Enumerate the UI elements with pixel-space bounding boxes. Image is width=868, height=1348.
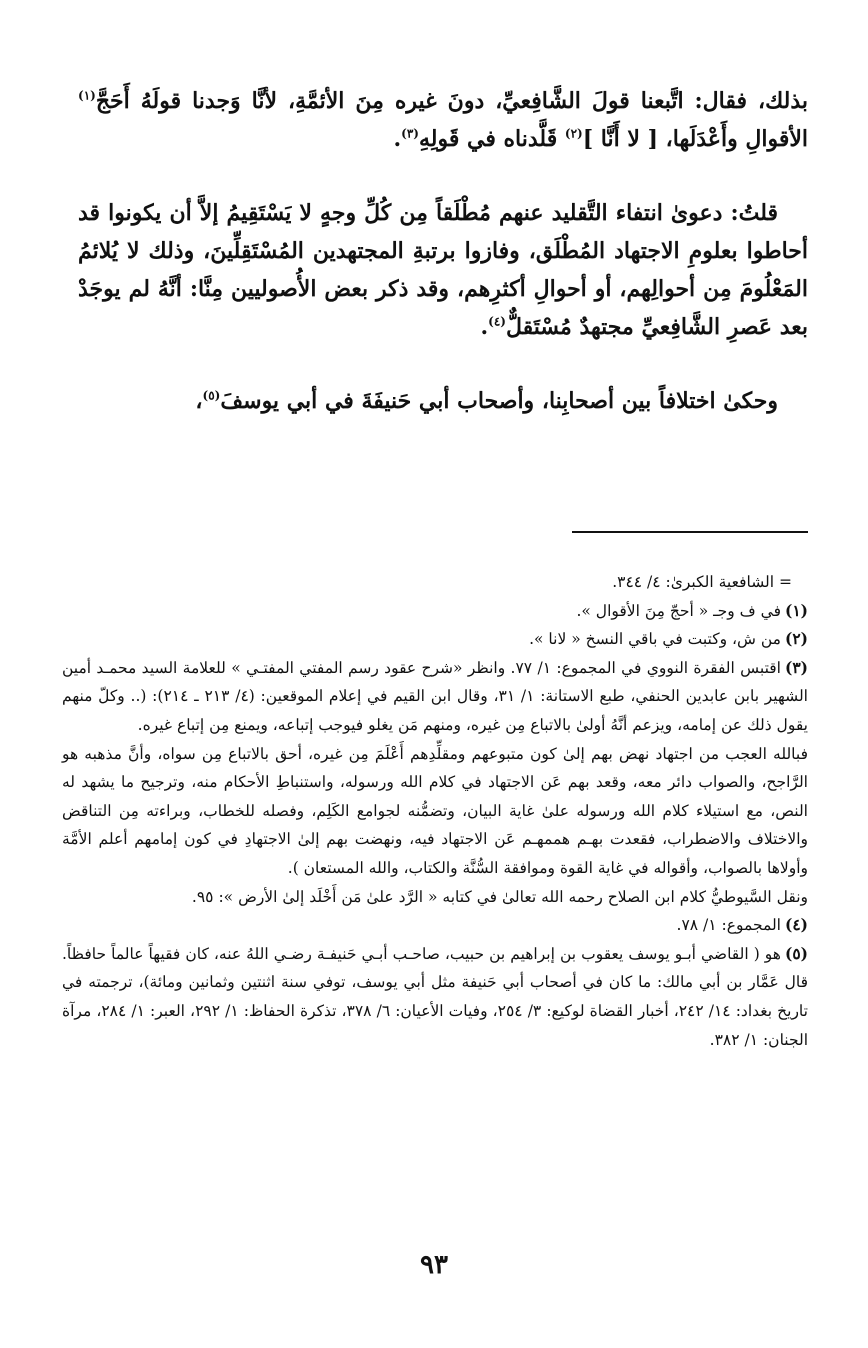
footnote-ref-4: (٤) <box>488 314 506 329</box>
footnote-3-text: اقتبس الفقرة النووي في المجموع: ١/ ٧٧. وانظر «شرح عقود رسم المفتي المفتـي » للعلامة السيد محمـد أمين الشهير بابن عابدين الحنفي، طبع الاستانة: ١/ ٣١، وقال ابن القيم في إعلام الموقعين: (٤/ ٢١٣ ـ ٢١٤): (.. وكلّ منهم يقول ذلك عن إمامه، ويزعم أنَّهُ أولىٰ بالاتباع مِن غيره، ومنهم مَن يغلو فيوجب إتباعه، ويمنع مِن إتباع غيره. <box>62 658 808 734</box>
footnote-3-number: (٣) <box>784 657 808 677</box>
footnote-4 <box>62 911 808 940</box>
footnote-5 <box>62 940 808 1054</box>
footnote-3-paragraph-3: ونقل السَّيوطيُّ كلام ابن الصلاح رحمه الله تعالىٰ في كتابه « الرَّد علىٰ مَن أَخْلَد إلىٰ الأرض »: ٩٥. <box>191 887 808 906</box>
footnote-1-text: في ف وجـ « أحجّ مِنَ الأقوال ». <box>576 601 781 620</box>
main-text <box>78 82 808 420</box>
footnote-2-number: (٢) <box>784 629 808 649</box>
footnote-5-text: هو ( القاضي أبـو يوسف يعقوب بن إبراهيم بن حبيب، صاحـب أبـي حَنيفـة رضـي اللهُ عنه، كان فقيهاً عالماً حافظاً. قال عَمَّار بن أبي مالك: ما كان في أصحاب أبي حَنيفة مثل أبي يوسف، توفي سنة اثنتين وثمانين ومائة)، ترجمته في تاريخ بغداد: ١٤/ ٢٤٢، أخبار القضاة لوكيع: ٣/ ٢٥٤، وفيات الأعيان: ٦/ ٣٧٨، تذكرة الحفاظ: ١/ ٢٩٢، العبر: ١/ ٢٨٤، مرآة الجنان: ١/ ٣٨٢. <box>62 944 808 1049</box>
paragraph-1-end: . <box>393 126 402 152</box>
paragraph-3 <box>78 382 808 420</box>
footnote-4-text: المجموع: ١/ ٧٨. <box>676 916 781 935</box>
footnote-3 <box>62 654 808 740</box>
page-number: ٩٣ <box>420 1250 448 1280</box>
paragraph-2-end: . <box>480 314 489 340</box>
footnote-5-number: (٥) <box>784 943 808 963</box>
footnote-separator <box>572 531 808 533</box>
footnote-2-text: من ش، وكتبت في باقي النسخ « لانا ». <box>529 630 781 649</box>
paragraph-2 <box>78 194 808 346</box>
footnote-1 <box>62 597 808 626</box>
paragraph-3-text: وحكىٰ اختلافاً بين أصحابِنا، وأصحاب أبي حَنيفَةَ في أبي يوسفَ <box>220 388 778 414</box>
footnote-ref-5: (٥) <box>202 388 221 403</box>
footnote-ref-3: (٣) <box>401 126 419 141</box>
footnote-4-number: (٤) <box>784 915 808 935</box>
footnote-3-paragraph-2: فبالله العجب من اجتهاد نهض بهم إلىٰ كون متبوعهم ومقلِّدِهم أَعْلَمَ مِن غيره، أحق بالاتباع مِن سواه، وأنَّ مذهبه هو الرَّاجح، والصواب دائر معه، وقعد بهم عَن الاجتهاد في كلام الله ورسوله، واستنباطِ الأحكام منه، وترجيح ما يشهد له النص، مع استيلاء كلام الله ورسوله علىٰ غاية البيان، وتضمُّنه لجوامع الكَلِم، وفصله للخطاب، وبراءته مِن التناقض والاختلاف والاضطراب، فقعدت بهـم هممهـم عَن الاجتهاد فيه، ونهضت بهم إلىٰ الاجتهادِ في كون إمامهم أعلم الأمَّة وأولاها بالصواب، وأقواله في غاية القوة وموافقة السُّنَّة والكتاب، والله المستعان ). <box>62 744 808 877</box>
footnotes <box>62 568 808 1054</box>
paragraph-1-text: بذلك، فقال: اتَّبعنا قولَ الشَّافِعيِّ، دونَ غيره مِنَ الأئمَّةِ، لأنَّا وَجدنا قولَهُ أَحَجَّ <box>95 88 808 114</box>
paragraph-1 <box>78 82 808 158</box>
paragraph-1-continued-2: قَلَّدناه في قَولِهِ <box>418 126 565 152</box>
footnote-ref-2: (٢) <box>564 126 583 141</box>
footnote-1-number: (١) <box>784 600 808 620</box>
footnote-2 <box>62 625 808 654</box>
paragraph-3-end: ، <box>195 388 203 414</box>
paragraph-2-text: قلتُ: دعوىٰ انتفاء التَّقليد عنهم مُطْلَقاً مِن كُلِّ وجهٍ لا يَسْتَقِيمُ إلاَّ أن يكونوا قد أحاطوا بعلومِ الاجتهاد المُطْلَق، وفازوا برتبةِ المجتهدين المُسْتَقِلِّينَ، وذلك لا يُلائمُ المَعْلُومَ مِن أحوالِهم، أو أحوالِ أكثرِهم، وقد ذكر بعض الأُصوليين مِنَّا: أنَّهُ لم يوجَدْ بعد عَصرِ الشَّافِعيِّ مجتهدٌ مُسْتَقلٌّ <box>78 200 808 340</box>
footnote-ref-1: (١) <box>78 88 96 103</box>
paragraph-1-continued: الأقوالِ وأَعْدَلَها، [ لا أَنَّا ] <box>582 126 808 152</box>
footnote-continuation: = الشافعية الكبرىٰ: ٤/ ٣٤٤. <box>612 573 792 591</box>
